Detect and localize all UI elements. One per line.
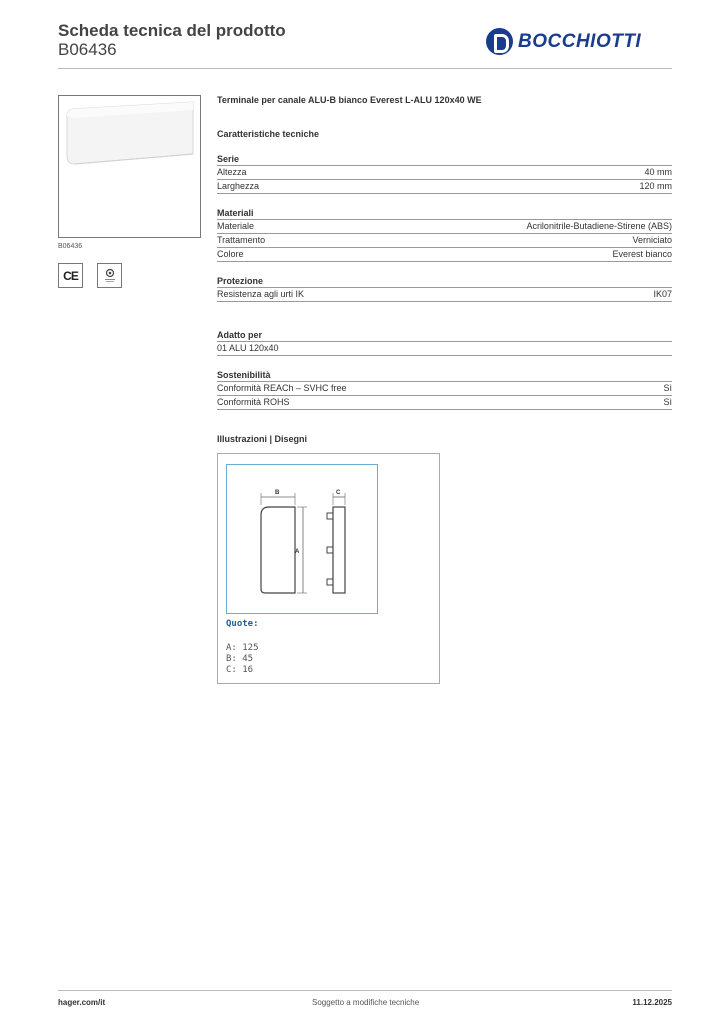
spec-row [217, 381, 672, 395]
spec-label: Resistenza agli urti IK [217, 289, 305, 299]
spec-group-title: Materiali [217, 208, 254, 218]
spec-row [217, 395, 672, 410]
spec-label: Larghezza [217, 181, 260, 191]
spec-group-title: Sostenibilità [217, 370, 271, 380]
spec-value: Sì [663, 397, 672, 407]
footer-notice: Soggetto a modifiche tecniche [312, 998, 420, 1007]
spec-group-adatto-per [217, 329, 672, 356]
spec-label: 01 ALU 120x40 [217, 343, 279, 353]
footer-date: 11.12.2025 [632, 998, 672, 1007]
ce-mark-icon [58, 263, 83, 288]
spec-value: 120 mm [639, 181, 672, 191]
spec-group-materiali [217, 207, 672, 262]
spec-row [217, 287, 672, 302]
spec-label: Altezza [217, 167, 247, 177]
certification-seal-icon [97, 263, 122, 288]
quote-line: A: 125 [226, 643, 259, 653]
illustration-box [217, 453, 440, 684]
spec-row [217, 179, 672, 194]
dim-label-a: A [295, 549, 300, 555]
spec-row [217, 165, 672, 179]
brand-name: BOCCHIOTTI [518, 30, 642, 52]
footer-website: hager.com/it [58, 998, 106, 1007]
spec-label: Conformità REACh – SVHC free [217, 383, 347, 393]
page-title: Scheda tecnica del prodotto [58, 21, 286, 40]
spec-value: IK07 [653, 289, 672, 299]
illustrations-heading: Illustrazioni | Disegni [217, 434, 308, 444]
spec-group-sostenibilita [217, 369, 672, 410]
spec-label: Colore [217, 249, 244, 259]
spec-label: Trattamento [217, 235, 266, 245]
ce-mark-label: CE [63, 268, 78, 283]
dim-label-c: C [336, 490, 341, 496]
quote-line: B: 45 [226, 654, 254, 664]
spec-sheet [217, 95, 672, 410]
product-image-caption: B06436 [58, 243, 83, 250]
spec-value: Verniciato [632, 235, 672, 245]
spec-label: Materiale [217, 221, 255, 231]
product-description: Terminale per canale ALU-B bianco Everest L-ALU 120x40 WE [217, 95, 482, 105]
spec-group-protezione [217, 275, 672, 302]
spec-group-serie [217, 153, 672, 194]
footer-divider [58, 990, 672, 991]
spec-value: 40 mm [644, 167, 672, 177]
product-image [58, 95, 201, 238]
spec-row [217, 233, 672, 247]
spec-row [217, 247, 672, 262]
spec-row [217, 341, 672, 356]
header-divider [58, 68, 672, 69]
spec-group-title: Protezione [217, 276, 264, 286]
spec-row [217, 219, 672, 233]
brand-logo [486, 28, 641, 55]
technical-drawing [226, 464, 378, 614]
brand-mark-icon [486, 28, 513, 55]
quote-line: C: 16 [226, 665, 254, 675]
spec-value: Everest bianco [612, 249, 672, 259]
spec-value: Acrilonitrile-Butadiene-Stirene (ABS) [526, 221, 672, 231]
spec-label: Conformità ROHS [217, 397, 290, 407]
quotes-title: Quote: [226, 619, 259, 629]
spec-group-title: Serie [217, 154, 240, 164]
spec-group-title: Adatto per [217, 330, 262, 340]
specs-heading: Caratteristiche tecniche [217, 129, 320, 139]
dim-label-b: B [275, 490, 280, 496]
spec-value: Sì [663, 383, 672, 393]
product-code: B06436 [58, 40, 117, 59]
